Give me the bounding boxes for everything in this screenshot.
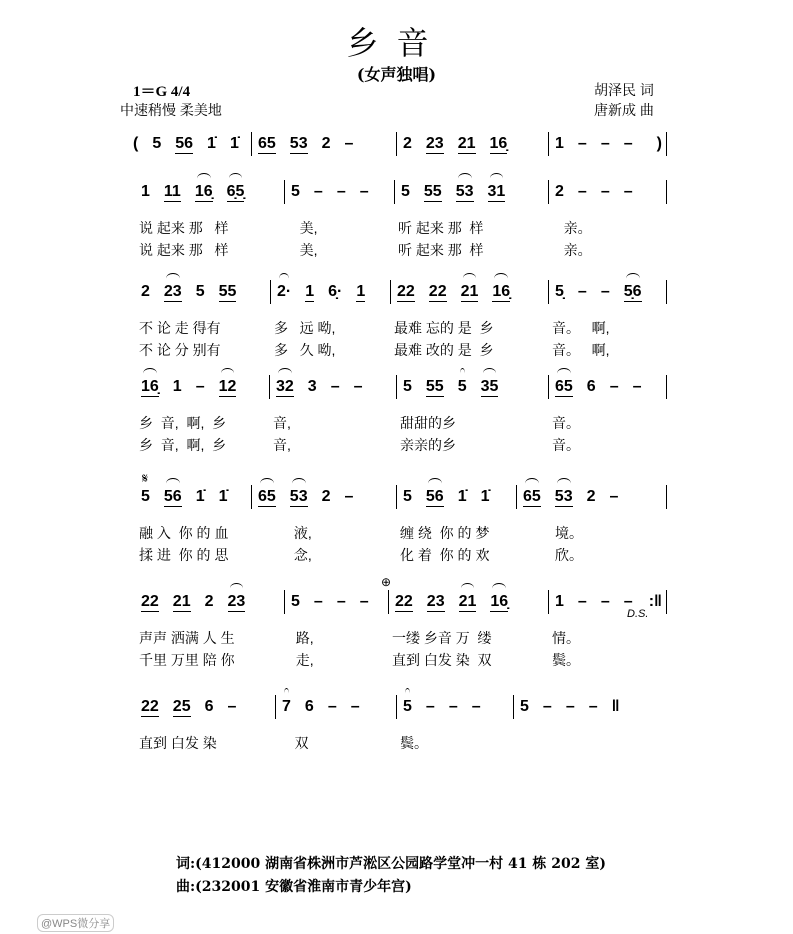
measure (548, 280, 667, 304)
measure (275, 695, 396, 719)
note-group: 56 (175, 134, 194, 152)
lyric-segment: 一缕 乡音 万 缕 (392, 630, 492, 646)
measure (548, 590, 667, 614)
measure (548, 132, 667, 156)
note-group: 1 (356, 282, 366, 300)
lyric-segment: 美, (288, 220, 318, 236)
note-group: 22 (395, 592, 413, 610)
composer-address: 曲:(232001 安徽省淮南市青少年宫) (176, 879, 412, 895)
note-group: – (359, 593, 369, 610)
song-title: 乡音 (346, 24, 447, 62)
notes-row (135, 485, 667, 509)
note-group: 2· (277, 283, 292, 300)
song-subtitle: (女声独唱) (356, 65, 437, 84)
note-group: – (344, 135, 354, 152)
note-group: 53 (455, 182, 474, 200)
lyrics-verse-1 (135, 413, 667, 433)
note-group: 21 (460, 282, 479, 300)
note-group: :‖ (648, 593, 662, 610)
composer-credit: 唐新成 曲 (594, 102, 654, 118)
note-group: 5̣ (555, 283, 564, 300)
note-group: – (565, 698, 575, 715)
note-group: – (313, 183, 323, 200)
note-group: 56 (425, 487, 444, 505)
note-group: ‖ (611, 698, 620, 715)
note-group: 5 (457, 378, 467, 395)
note-group: 23 (163, 282, 182, 300)
note-group: 12 (218, 377, 237, 395)
lyric-segment: 甜甜的乡 (400, 415, 456, 431)
note-group: 31 (487, 182, 506, 200)
key-signature: 1＝G 4/4 (133, 84, 191, 100)
measure (396, 132, 548, 156)
note-group: 6 (304, 698, 314, 715)
notes-row (135, 375, 667, 399)
note-group: 7 (282, 698, 291, 715)
note-group: 5 (291, 183, 300, 200)
note-group: 56 (163, 487, 182, 505)
note-group: 6̣· (328, 283, 343, 300)
note-group: – (344, 488, 354, 505)
lyric-segment: 不 论 走 得有 (139, 320, 221, 336)
measure (135, 695, 275, 719)
note-group: 22 (397, 282, 415, 300)
note-group: – (577, 183, 587, 200)
lyric-segment: 乡 音, 啊, 乡 (139, 437, 227, 453)
note-group: – (448, 698, 458, 715)
segno-icon: 𝄋 (142, 470, 149, 486)
lyric-segment: 鬓。 (552, 652, 580, 668)
watermark: @WPS微分享 (37, 914, 114, 932)
note-group: 2 (141, 283, 150, 300)
note-group: – (609, 378, 619, 395)
note-group: 22 (141, 697, 159, 715)
note-group: 5 (152, 135, 162, 152)
lyricist-credit: 胡泽民 词 (594, 82, 654, 98)
note-group: – (623, 135, 633, 152)
lyric-segment: 鬓。 (400, 735, 428, 751)
lyric-segment: 说 起来 那 样 (139, 220, 229, 236)
lyrics-verse-1 (135, 318, 667, 338)
note-group: 2 (586, 488, 596, 505)
measure (396, 375, 548, 399)
note-group: 1̇ (480, 488, 490, 505)
note-group: 16̣ (492, 282, 511, 300)
note-group: ) (656, 135, 662, 152)
note-group: – (600, 183, 610, 200)
notes-row (127, 132, 667, 156)
note-group: 6̣5̣ (226, 182, 245, 200)
lyric-segment: 路, (288, 630, 314, 646)
note-group: – (227, 698, 237, 715)
lyric-segment: 多 久 呦, (274, 342, 336, 358)
note-group: 5 (403, 378, 412, 395)
note-group: 16̣ (490, 592, 509, 610)
note-group: 6 (204, 698, 214, 715)
lyric-segment: 音。 啊, (552, 320, 610, 336)
measure (270, 280, 390, 304)
note-group: 2 (555, 183, 564, 200)
note-group: 16̣ (489, 134, 508, 152)
lyric-segment: 缠 绕 你 的 梦 (400, 525, 490, 541)
note-group: – (542, 698, 552, 715)
note-group: 65 (555, 377, 573, 395)
note-group: 11 (163, 182, 181, 200)
note-group: 2 (321, 488, 331, 505)
note-group: 5 (291, 593, 300, 610)
note-group: 16̣ (141, 377, 159, 395)
note-group: – (600, 135, 610, 152)
note-group: 21 (172, 592, 191, 610)
lyricist-address: 词:(412000 湖南省株洲市芦淞区公园路学堂冲一村 41 栋 202 室) (176, 856, 606, 872)
lyric-segment: 音。 (552, 437, 580, 453)
measure (548, 180, 667, 204)
notes-row (135, 280, 667, 304)
measure (390, 280, 548, 304)
lyrics-verse-2 (135, 340, 667, 360)
lyric-segment: 音, (273, 437, 291, 453)
note-group: – (327, 698, 337, 715)
note-group: 1 (305, 282, 315, 300)
lyric-segment: 音, (273, 415, 291, 431)
lyric-segment: 亲。 (552, 242, 592, 258)
lyric-segment: 亲亲的乡 (400, 437, 456, 453)
measure (284, 590, 388, 614)
note-group: – (600, 593, 610, 610)
lyric-segment: 直到 白发 染 (139, 735, 217, 751)
note-group: 1̇ (218, 488, 228, 505)
note-group: 2 (403, 135, 412, 152)
note-group: 22 (141, 592, 159, 610)
measure (127, 132, 251, 156)
note-group: 23 (425, 134, 444, 152)
lyrics-verse-2 (135, 240, 667, 260)
note-group: – (577, 593, 587, 610)
lyrics-verse-2 (135, 435, 667, 455)
coda-icon: ⊕ (381, 575, 392, 589)
note-group: – (609, 488, 619, 505)
lyrics-verse-2 (135, 545, 667, 565)
note-group: 5 (141, 488, 150, 505)
lyric-segment: 音。 (552, 415, 580, 431)
lyrics-verse-2 (135, 650, 667, 670)
note-group: – (195, 378, 205, 395)
note-group: 1̇ (457, 488, 467, 505)
notes-row (135, 180, 667, 204)
note-group: 5̣6 (623, 282, 642, 300)
note-group: 65 (258, 487, 276, 505)
note-group: – (471, 698, 481, 715)
measure (135, 375, 269, 399)
lyric-segment: 千里 万里 陪 你 (139, 652, 235, 668)
note-group: 55 (218, 282, 237, 300)
measure (135, 180, 284, 204)
note-group: 55 (425, 377, 444, 395)
lyrics-verse-1 (135, 733, 620, 753)
note-group: – (588, 698, 598, 715)
measure (251, 132, 396, 156)
lyric-segment: 揉 进 你 的 思 (139, 547, 229, 563)
lyric-segment: 液, (255, 525, 312, 541)
lyric-segment: 欣。 (520, 547, 584, 563)
lyric-segment: 声声 洒满 人 生 (139, 630, 235, 646)
lyric-segment: 美, (288, 242, 318, 258)
note-group: 53 (289, 487, 308, 505)
lyric-segment: 念, (255, 547, 312, 563)
note-group: 55 (423, 182, 442, 200)
lyric-segment: 听 起来 那 样 (398, 242, 484, 258)
lyric-segment: 化 着 你 的 欢 (400, 547, 490, 563)
note-group: 53 (289, 134, 308, 152)
note-group: 1 (141, 183, 150, 200)
note-group: 35 (480, 377, 499, 395)
note-group: – (600, 283, 610, 300)
note-group: – (353, 378, 363, 395)
measure (388, 590, 548, 614)
note-group: – (425, 698, 435, 715)
note-group: – (350, 698, 360, 715)
measure (135, 485, 251, 509)
note-group: 1 (555, 135, 564, 152)
note-group: – (632, 378, 642, 395)
note-group: 23 (227, 592, 246, 610)
lyric-segment: 音。 啊, (552, 342, 610, 358)
dal-segno-label: D.S. (627, 608, 649, 620)
lyric-segment: 融 入 你 的 血 (139, 525, 229, 541)
note-group: – (336, 183, 346, 200)
lyric-segment: 说 起来 那 样 (139, 242, 229, 258)
measure (516, 485, 667, 509)
note-group: 23 (426, 592, 445, 610)
note-group: 5 (520, 698, 529, 715)
note-group: 1 (555, 593, 564, 610)
measure (135, 590, 284, 614)
note-group: ( (133, 135, 139, 152)
note-group: – (577, 135, 587, 152)
measure (396, 485, 516, 509)
note-group: 21 (458, 592, 477, 610)
lyric-segment: 双 (279, 735, 309, 751)
note-group: 21 (457, 134, 476, 152)
lyric-segment: 最难 改的 是 乡 (394, 342, 494, 358)
measure (284, 180, 394, 204)
note-group: – (336, 593, 346, 610)
note-group: 6 (586, 378, 596, 395)
measure (269, 375, 396, 399)
note-group: – (623, 183, 633, 200)
measure (548, 375, 667, 399)
lyric-segment: 多 远 呦, (274, 320, 336, 336)
note-group: 5 (195, 283, 205, 300)
note-group: 16̣ (194, 182, 213, 200)
note-group: 3 (307, 378, 317, 395)
note-group: 32 (276, 377, 294, 395)
measure (251, 485, 396, 509)
lyrics-verse-1 (135, 523, 667, 543)
measure (513, 695, 620, 719)
notes-row (135, 695, 620, 719)
note-group: 65 (258, 134, 276, 152)
note-group: 1 (172, 378, 182, 395)
lyric-segment: 最难 忘的 是 乡 (394, 320, 494, 336)
note-group: 1̇ (229, 135, 239, 152)
lyric-segment: 不 论 分 别有 (139, 342, 221, 358)
lyric-segment: 境。 (520, 525, 584, 541)
notes-row (135, 590, 667, 614)
note-group: 1̇ (207, 135, 216, 152)
note-group: 2 (321, 135, 331, 152)
note-group: – (623, 593, 633, 610)
tempo-marking: 中速稍慢 柔美地 (120, 102, 222, 118)
lyric-segment: 听 起来 那 样 (398, 220, 484, 236)
lyric-segment: 情。 (552, 630, 580, 646)
lyrics-verse-1 (135, 218, 667, 238)
note-group: 1̇ (195, 488, 205, 505)
note-group: 65 (523, 487, 541, 505)
measure (135, 280, 270, 304)
lyric-segment: 乡 音, 啊, 乡 (139, 415, 227, 431)
note-group: 2 (204, 593, 214, 610)
note-group: 5 (403, 488, 412, 505)
note-group: – (313, 593, 323, 610)
note-group: 22 (428, 282, 447, 300)
note-group: 5 (403, 698, 412, 715)
lyric-segment: 直到 白发 染 双 (392, 652, 492, 668)
measure (396, 695, 513, 719)
lyric-segment (513, 733, 620, 753)
note-group: 53 (554, 487, 573, 505)
note-group: 25 (172, 697, 191, 715)
note-group: – (330, 378, 340, 395)
note-group: – (359, 183, 369, 200)
note-group: 5 (401, 183, 410, 200)
lyrics-verse-1 (135, 628, 667, 648)
note-group: – (577, 283, 587, 300)
measure (394, 180, 548, 204)
lyric-segment: 走, (288, 652, 314, 668)
lyric-segment: 亲。 (552, 220, 592, 236)
